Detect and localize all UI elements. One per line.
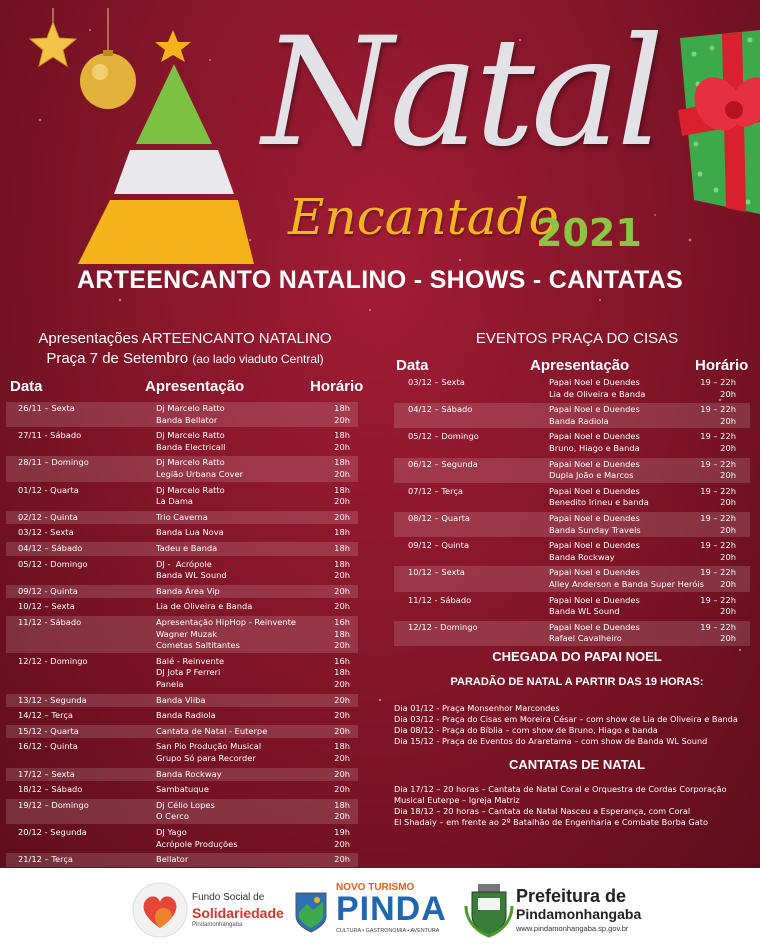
left-time: 20h	[334, 784, 350, 795]
title-year: 2021	[536, 211, 642, 255]
left-act: Panela	[156, 678, 184, 689]
parade-title: PARADÃO DE NATAL A PARTIR DAS 19 HORAS:	[450, 676, 704, 688]
fundo-social-logo-icon	[132, 882, 188, 938]
left-row	[6, 526, 358, 540]
right-row	[394, 485, 750, 510]
left-row	[6, 402, 358, 427]
right-act: Papai Noel e Duendes	[549, 513, 640, 523]
left-date: 02/12 - Quinta	[18, 511, 78, 522]
left-time: 18h	[334, 457, 350, 468]
tagline: ARTEENCANTO NATALINO - SHOWS - CANTATAS	[76, 266, 684, 294]
prefeitura-line1: Prefeitura de	[516, 886, 627, 906]
hanging-star-icon	[30, 22, 76, 66]
city-crest-icon	[293, 890, 329, 934]
left-act: Cometas Saltitantes	[156, 640, 240, 651]
left-act: Banda Área Vip	[156, 585, 220, 596]
right-act: Lia de Oliveira e Banda	[549, 388, 646, 399]
left-act: Apresentação HipHop - Reinvente	[156, 617, 297, 627]
left-time: 20h	[334, 585, 350, 596]
left-date: 01/12 - Quarta	[18, 484, 79, 495]
left-date: 04/12 – Sábado	[18, 543, 83, 553]
left-time: 20h	[334, 496, 350, 507]
right-time: 19 – 22h	[700, 485, 736, 496]
left-time: 20h	[334, 694, 350, 705]
cantatas-title: CANTATAS DE NATAL	[509, 757, 645, 772]
right-date: 12/12 - Domingo	[408, 621, 478, 632]
left-row	[6, 853, 358, 867]
turismo-top: NOVO TURISMO	[336, 882, 415, 893]
right-time: 19 – 22h	[700, 377, 736, 387]
left-time: 18h	[334, 543, 350, 553]
left-act: Banda Lua Nova	[156, 527, 224, 538]
left-header-presentation: Apresentação	[145, 378, 245, 395]
cantatas-list	[394, 784, 760, 828]
fundo-social-line1: Fundo Social de	[192, 892, 265, 903]
right-time: 19 – 22h	[700, 540, 736, 551]
left-date: 13/12 - Segunda	[18, 694, 87, 705]
left-date: 19/12 – Domingo	[18, 799, 89, 810]
right-row	[394, 621, 750, 646]
right-date: 03/12 – Sexta	[408, 377, 465, 387]
right-act: Papai Noel e Duendes	[549, 567, 640, 578]
right-act: Bruno, Hiago e Banda	[549, 442, 640, 453]
left-act: Trio Caverna	[156, 511, 208, 522]
left-time: 20h	[334, 511, 350, 522]
gift-box-icon	[660, 24, 760, 224]
right-time: 20h	[720, 551, 736, 562]
left-act: Dj Célio Lopes	[156, 799, 215, 810]
left-row	[6, 429, 358, 454]
left-act: O Cerco	[156, 811, 189, 822]
left-date: 03/12 - Sexta	[18, 527, 74, 538]
left-time: 20h	[334, 678, 350, 689]
parade-item: Dia 08/12 - Praça do Bíblia – com show de Bruno, Hiago e banda	[394, 725, 658, 735]
left-act: La Dama	[156, 496, 193, 507]
prefeitura-url: www.pindamonhangaba.sp.gov.br	[516, 924, 629, 933]
left-act: Dj Marcelo Ratto	[156, 430, 225, 441]
left-act: Dj Marcelo Ratto	[156, 457, 225, 468]
right-act: Papai Noel e Duendes	[549, 594, 640, 605]
left-time: 20h	[334, 414, 350, 425]
title-encantado: Encantado	[288, 188, 559, 246]
turismo-sub: CULTURA • GASTRONOMIA • AVENTURA	[336, 928, 440, 934]
left-time: 18h	[334, 403, 350, 413]
right-time: 20h	[720, 633, 736, 644]
right-date: 04/12 – Sábado	[408, 404, 473, 415]
left-row	[6, 655, 358, 692]
title-natal: Natal	[262, 6, 661, 180]
cantata-item: Dia 18/12 – 20 horas – Cantata de Natal Nasceu a Esperança, com Coral	[394, 806, 691, 816]
left-act: Banda Radiola	[156, 710, 216, 721]
left-act: DJ Jota P Ferreri	[156, 667, 221, 678]
right-act: Dupla João e Marcos	[549, 470, 634, 481]
left-header-time: Horário	[310, 378, 364, 395]
left-act: Bellator	[156, 854, 189, 865]
left-row	[6, 768, 358, 782]
right-act: Banda Sunday Travels	[549, 524, 641, 535]
left-time: 18h	[334, 799, 350, 810]
left-row	[6, 725, 358, 739]
cantata-item: Dia 17/12 – 20 horas – Cantata de Natal Coral e Orquestra de Cordas Corporação	[394, 784, 727, 794]
footer	[0, 868, 760, 950]
right-date: 05/12 – Domingo	[408, 431, 479, 442]
left-act: Cantata de Natal - Euterpe	[156, 725, 268, 736]
left-row	[6, 740, 358, 765]
right-act: Banda WL Sound	[549, 606, 620, 617]
right-act: Rafael Cavalheiro	[549, 633, 622, 644]
right-act: Banda Rockway	[549, 551, 615, 562]
left-row	[6, 511, 358, 525]
left-time: 18h	[334, 667, 350, 678]
right-time: 20h	[720, 578, 736, 589]
left-time: 20h	[334, 468, 350, 479]
left-date: 15/12 - Quarta	[18, 725, 79, 736]
right-act: Papai Noel e Duendes	[549, 540, 640, 551]
left-date: 20/12 - Segunda	[18, 827, 87, 837]
left-row	[6, 558, 358, 583]
left-date: 16/12 - Quinta	[18, 741, 78, 752]
right-date: 06/12 – Segunda	[408, 458, 478, 469]
left-row	[6, 600, 358, 614]
right-time: 19 – 22h	[700, 621, 736, 632]
left-date: 05/12 - Domingo	[18, 558, 88, 569]
right-date: 10/12 – Sexta	[408, 567, 465, 578]
left-date: 17/12 – Sexta	[18, 768, 75, 779]
left-date: 10/12 – Sexta	[18, 601, 75, 612]
papai-noel-title: CHEGADA DO PAPAI NOEL	[492, 649, 662, 664]
left-act: Tadeu e Banda	[156, 543, 218, 553]
left-time: 18h	[334, 741, 350, 752]
left-row	[6, 826, 358, 851]
right-act: Papai Noel e Duendes	[549, 404, 640, 415]
left-act: Banda Viiba	[156, 694, 206, 705]
left-time: 20h	[334, 768, 350, 779]
right-header-date: Data	[396, 357, 429, 374]
left-time: 18h	[334, 430, 350, 441]
left-time: 20h	[334, 710, 350, 721]
right-time: 20h	[720, 524, 736, 535]
fundo-social-line2: Solidariedade	[192, 905, 284, 921]
fundo-social-line3: Pindamonhangaba	[192, 922, 243, 928]
left-act: Banda Rockway	[156, 768, 222, 779]
christmas-tree-icon	[74, 26, 254, 274]
left-date: 09/12 - Quinta	[18, 585, 78, 596]
cantata-item: El Shadaiy – em frente ao 2º Batalhão de Engenharia e Combate Borba Gato	[394, 817, 708, 827]
left-row	[6, 616, 358, 653]
cantata-item: Musical Euterpe – Igreja Matriz	[394, 795, 520, 805]
left-row	[6, 542, 358, 556]
left-time: 20h	[334, 854, 350, 865]
left-header-date: Data	[10, 378, 43, 395]
parade-item: Dia 15/12 - Praça de Eventos do Araretama – com show de Banda WL Sound	[394, 736, 708, 746]
left-time: 20h	[334, 838, 350, 849]
right-date: 08/12 – Quarta	[408, 513, 470, 523]
left-date: 28/11 – Domingo	[18, 457, 89, 468]
left-date: 18/12 – Sábado	[18, 784, 83, 795]
right-act: Papai Noel e Duendes	[549, 485, 640, 496]
left-row	[6, 694, 358, 708]
right-time: 20h	[720, 606, 736, 617]
left-time: 18h	[334, 558, 350, 569]
right-time: 20h	[720, 470, 736, 481]
right-time: 19 – 22h	[700, 567, 736, 578]
parade-list	[394, 703, 760, 747]
left-date: 12/12 - Domingo	[18, 655, 88, 666]
left-time: 20h	[334, 811, 350, 822]
prefeitura-coat-of-arms-icon	[464, 882, 514, 938]
right-section-title: EVENTOS PRAÇA DO CISAS	[475, 330, 679, 347]
left-time: 20h	[334, 725, 350, 736]
parade-item: Dia 03/12 - Praça do Cisas em Moreira César – com show de Lia de Oliveira e Banda	[394, 714, 738, 724]
left-section-title: Apresentações ARTEENCANTO NATALINO	[38, 330, 332, 347]
left-row	[6, 456, 358, 481]
left-act: San Pio Produção Musical	[156, 741, 262, 752]
turismo-main: PINDA	[336, 890, 447, 928]
right-row	[394, 594, 750, 619]
left-act: DJ - Acrópole	[156, 558, 212, 569]
right-date: 07/12 – Terça	[408, 485, 463, 496]
right-header-presentation: Apresentação	[530, 357, 630, 374]
left-time: 20h	[334, 640, 350, 651]
left-act: Dj Marcelo Ratto	[156, 484, 225, 495]
left-row	[6, 484, 358, 509]
left-date: 26/11 – Sexta	[18, 403, 75, 413]
left-date: 11/12 - Sábado	[18, 617, 82, 627]
right-row	[394, 376, 750, 401]
right-row	[394, 539, 750, 564]
prefeitura-line2: Pindamonhangaba	[516, 906, 642, 922]
left-time: 20h	[334, 601, 350, 612]
right-row	[394, 566, 750, 591]
left-time: 18h	[334, 628, 350, 639]
right-act: Benedito Irineu e banda	[549, 497, 649, 508]
right-act: Alley Anderson e Banda Super Heróis	[549, 578, 704, 589]
left-act: Lia de Oliveira e Banda	[156, 601, 253, 612]
right-time: 20h	[720, 388, 736, 399]
left-date: 27/11 - Sábado	[18, 430, 82, 441]
left-time: 18h	[334, 484, 350, 495]
left-act: Acrópole Produções	[156, 838, 238, 849]
left-act: Banda WL Sound	[156, 570, 227, 581]
left-date: 21/12 – Terça	[18, 854, 73, 865]
right-time: 19 – 22h	[700, 594, 736, 605]
left-date: 14/12 – Terça	[18, 710, 73, 721]
left-time: 18h	[334, 527, 350, 538]
left-act: Wagner Muzak	[156, 628, 218, 639]
location-sub: (ao lado viaduto Central)	[192, 352, 324, 366]
left-time: 20h	[334, 752, 350, 763]
parade-item: Dia 01/12 - Praça Monsenhor Marcondes	[394, 703, 560, 713]
left-time: 20h	[334, 441, 350, 452]
right-time: 20h	[720, 442, 736, 453]
right-act: Banda Radiola	[549, 415, 609, 426]
right-time: 20h	[720, 415, 736, 426]
right-act: Papai Noel e Duendes	[549, 621, 640, 632]
left-row	[6, 783, 358, 797]
left-time: 19h	[334, 827, 350, 837]
right-row	[394, 430, 750, 455]
left-row	[6, 799, 358, 824]
left-act: Dj Marcelo Ratto	[156, 403, 225, 413]
left-act: Banda Electricall	[156, 441, 226, 452]
left-act: Sambatuque	[156, 784, 209, 795]
left-act: Legião Urbana Cover	[156, 468, 244, 479]
right-act: Papai Noel e Duendes	[549, 431, 640, 442]
left-section-location	[10, 350, 360, 367]
left-act: Balé - Reinvente	[156, 655, 225, 666]
left-time: 16h	[334, 617, 350, 627]
left-act: Grupo Só para Recorder	[156, 752, 256, 763]
location-main: Praça 7 de Setembro	[46, 350, 189, 367]
left-time: 20h	[334, 570, 350, 581]
right-act: Papai Noel e Duendes	[549, 458, 640, 469]
left-time: 16h	[334, 655, 350, 666]
left-row	[6, 709, 358, 723]
right-time: 19 – 22h	[700, 404, 736, 415]
left-act: Banda Bellator	[156, 414, 218, 425]
right-header-time: Horário	[695, 357, 749, 374]
right-date: 09/12 – Quinta	[408, 540, 470, 551]
right-row	[394, 458, 750, 483]
right-row	[394, 403, 750, 428]
right-time: 19 – 22h	[700, 431, 736, 442]
right-time: 19 – 22h	[700, 458, 736, 469]
right-date: 11/12 - Sábado	[408, 594, 472, 605]
right-time: 20h	[720, 497, 736, 508]
right-act: Papai Noel e Duendes	[549, 377, 640, 387]
right-row	[394, 512, 750, 537]
right-time: 19 – 22h	[700, 513, 736, 523]
left-row	[6, 585, 358, 599]
left-act: DJ Yago	[156, 827, 187, 837]
